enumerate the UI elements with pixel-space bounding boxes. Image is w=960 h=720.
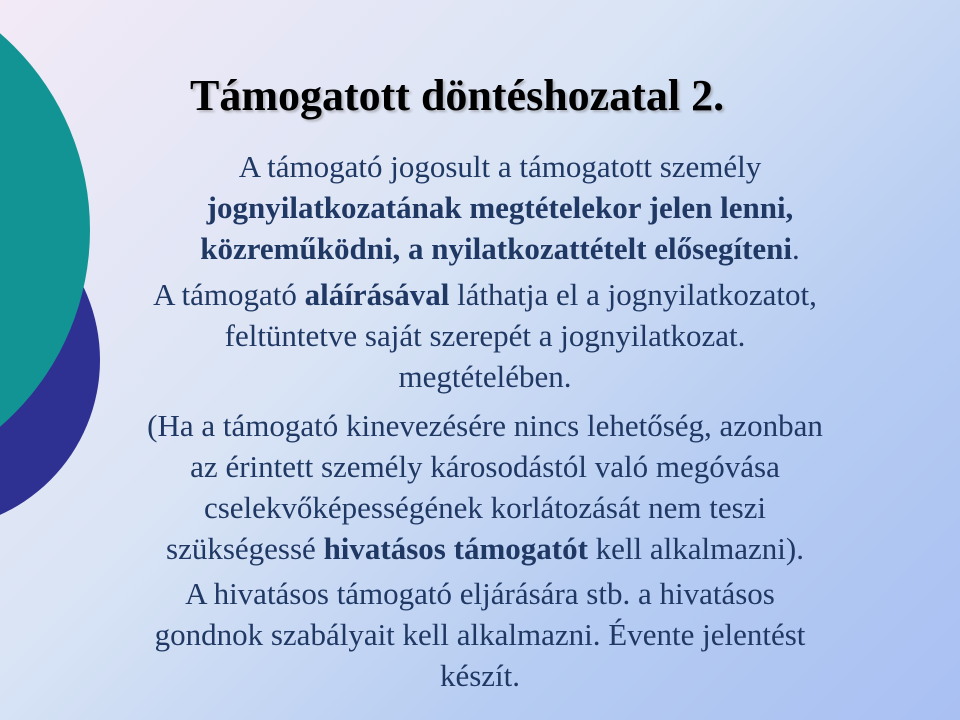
text-run: . <box>792 231 800 266</box>
line <box>90 655 870 696</box>
paragraph-1 <box>140 146 860 269</box>
text-run: A támogató <box>153 277 305 312</box>
line <box>80 274 890 315</box>
line <box>140 228 860 269</box>
line <box>140 187 860 228</box>
text-run: gondnok szabályait kell alkalmazni. Évente jelentést <box>154 617 806 652</box>
line <box>80 356 890 397</box>
text-run: cselekvőképességének korlátozását nem teszi <box>203 490 767 525</box>
line <box>140 146 860 187</box>
paragraph-2 <box>80 274 890 397</box>
line <box>90 573 870 614</box>
text-run: kell alkalmazni). <box>587 531 804 566</box>
text-run: az érintett személy károsodástól való megóvása <box>190 449 780 484</box>
line <box>60 528 910 569</box>
line <box>60 405 910 446</box>
text-run: szükségessé <box>166 531 324 566</box>
slide-title: Támogatott döntéshozatal 2. <box>190 71 725 120</box>
text-run: aláírásával <box>304 277 450 312</box>
text-run: készít. <box>439 658 521 693</box>
text-run: (Ha a támogató kinevezésére nincs lehetőség, azonban <box>147 408 823 443</box>
text-run: A támogató jogosult a támogatott személy <box>238 149 762 184</box>
line <box>60 487 910 528</box>
text-run: láthatja el a jognyilatkozatot, <box>449 277 817 312</box>
line <box>90 614 870 655</box>
text-run: jognyilatkozatának megtételekor jelen lenni, <box>206 190 794 225</box>
text-run: A hivatásos támogató eljárására stb. a hivatásos <box>185 576 775 611</box>
paragraph-3 <box>60 405 910 569</box>
line <box>80 315 890 356</box>
text-run: feltüntetve saját szerepét a jognyilatkozat. <box>224 318 746 353</box>
text-run: hivatásos támogatót <box>323 531 588 566</box>
text-run: megtételében. <box>398 359 572 394</box>
paragraph-4 <box>90 573 870 696</box>
text-run: közreműködni, a nyilatkozattételt elősegíteni <box>200 231 793 266</box>
line <box>60 446 910 487</box>
